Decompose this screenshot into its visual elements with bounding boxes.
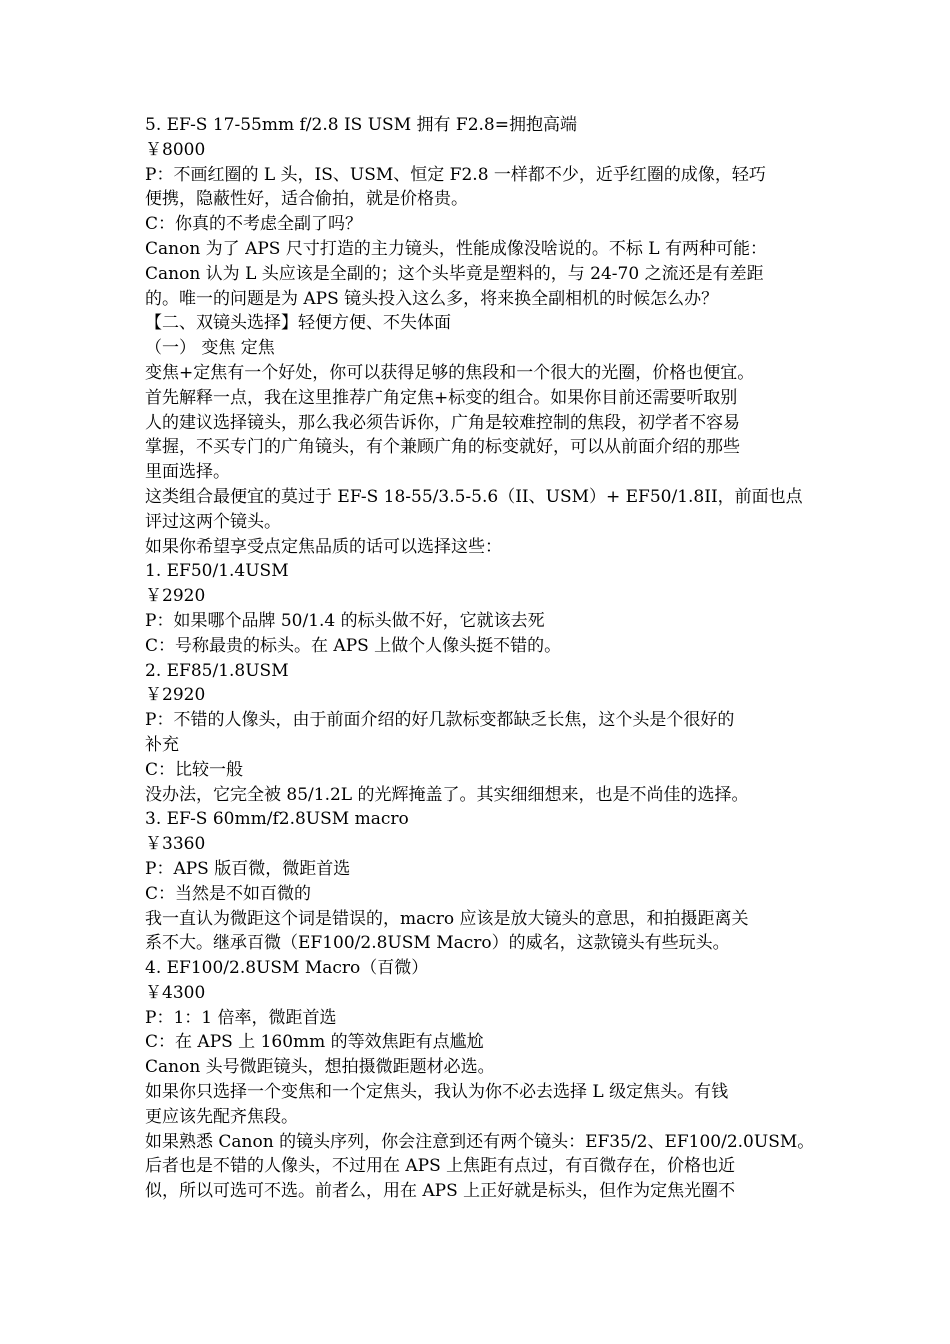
text-line: ￥8000 [145,139,206,160]
lens-pro: P：不错的人像头，由于前面介绍的好几款标变都缺乏长焦，这个头是个很好的 [145,710,735,731]
text-line: 补充 [145,734,179,755]
text-line: 如果你只选择一个变焦和一个定焦头，我认为你不必去选择 L 级定焦头。有钱 [145,1082,729,1103]
text-line: C：你真的不考虑全副了吗？ [145,214,363,235]
lens-con: C：当然是不如百微的 [145,883,312,904]
lens-con: C：在 APS 上 160mm 的等效焦距有点尴尬 [145,1032,484,1053]
lens-pro: P：APS 版百微，微距首选 [145,858,351,879]
text-line: 更应该先配齐焦段。 [145,1106,298,1127]
text-line: 里面选择。 [145,462,230,483]
text-line: 似，所以可选可不选。前者么，用在 APS 上正好就是标头，但作为定焦光圈不 [145,1181,736,1202]
lens-price: ￥4300 [145,982,206,1003]
lens-pro: P：1：1 倍率，微距首选 [145,1007,337,1028]
text-line: 人的建议选择镜头，那么我必须告诉你，广角是较难控制的焦段，初学者不容易 [145,412,740,433]
lens-title: 3. EF-S 60mm/f2.8USM macro [145,809,409,830]
lens-price: ￥2920 [145,586,206,607]
text-line: 没办法，它完全被 85/1.2L 的光辉掩盖了。其实细细想来，也是不尚佳的选择。 [145,784,749,805]
lens-title: 1. EF50/1.4USM [145,561,289,582]
text-line: 后者也是不错的人像头，不过用在 APS 上焦距有点过，有百微存在，价格也近 [145,1156,736,1177]
text-line: 这类组合最便宜的莫过于 EF-S 18-55/3.5-5.6（II、USM）+ EF50/1.8II，前面也点 [145,486,803,507]
text-line: 掌握，不买专门的广角镜头，有个兼顾广角的标变就好，可以从前面介绍的那些 [145,437,740,458]
lens-title: 4. EF100/2.8USM Macro（百微） [145,958,429,979]
text-line: P：不画红圈的 L 头，IS、USM、恒定 F2.8 一样都不少，近乎红圈的成像，轻巧 [145,164,766,185]
text-line: Canon 为了 APS 尺寸打造的主力镜头，性能成像没啥说的。不标 L 有两种可能： [145,238,767,259]
text-line: 评过这两个镜头。 [145,511,281,532]
text-line: 系不大。继承百微（EF100/2.8USM Macro）的威名，这款镜头有些玩头。 [145,933,730,954]
text-line: 如果熟悉 Canon 的镜头序列，你会注意到还有两个镜头：EF35/2、EF100/2.0USM。 [145,1131,815,1152]
text-line: Canon 头号微距镜头，想拍摄微距题材必选。 [145,1057,495,1078]
text-line: 如果你希望享受点定焦品质的话可以选择这些： [145,536,502,557]
text-line: 便携，隐蔽性好，适合偷拍，就是价格贵。 [145,189,468,210]
lens-title: 2. EF85/1.8USM [145,660,289,681]
text-line: 5. EF-S 17-55mm f/2.8 IS USM 拥有 F2.8=拥抱高端 [145,115,577,135]
text-line: 变焦+定焦有一个好处，你可以获得足够的焦段和一个很大的光圈，价格也便宜。 [145,362,755,383]
text-line: 的。唯一的问题是为 APS 镜头投入这么多，将来换全副相机的时候怎么办？ [145,288,719,309]
section-heading: 【二、双镜头选择】轻便方便、不失体面 [145,313,451,334]
text-line: 我一直认为微距这个词是错误的，macro 应该是放大镜头的意思，和拍摄距离关 [145,908,749,929]
lens-price: ￥2920 [145,685,206,706]
lens-pro: P：如果哪个品牌 50/1.4 的标头做不好，它就该去死 [145,610,545,631]
document-page [145,113,815,1204]
lens-con: C：比较一般 [145,759,244,780]
text-line: 首先解释一点，我在这里推荐广角定焦+标变的组合。如果你目前还需要听取别 [145,387,738,408]
lens-con: C：号称最贵的标头。在 APS 上做个人像头挺不错的。 [145,635,562,656]
subsection-heading: （一） 变焦 定焦 [145,338,275,359]
lens-price: ￥3360 [145,834,206,855]
text-line: Canon 认为 L 头应该是全副的；这个头毕竟是塑料的，与 24-70 之流还是有差距 [145,263,764,284]
